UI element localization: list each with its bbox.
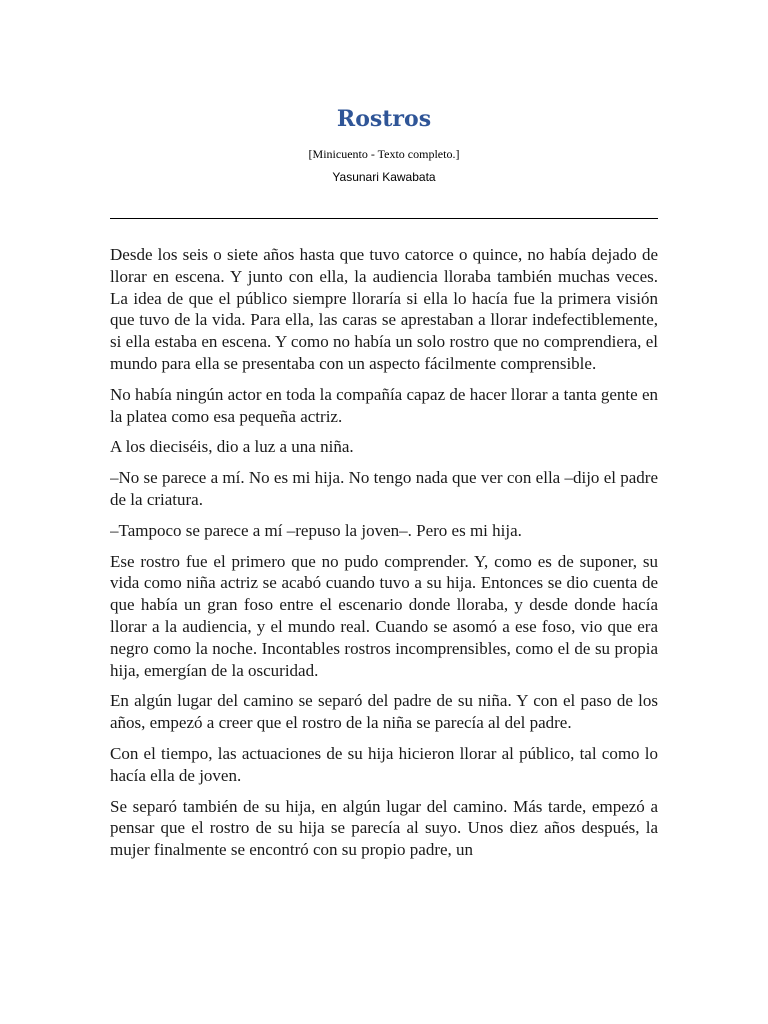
paragraph-5: –Tampoco se parece a mí –repuso la joven–. Pero es mi hija. bbox=[110, 520, 522, 540]
document-subtitle: [Minicuento - Texto completo.] bbox=[308, 147, 460, 161]
paragraph-6: Ese rostro fue el primero que no pudo comprender. Y, como es de suponer, su vida como niña actriz se acabó cuando tuvo a su hija. Entonces se dio cuenta de que había un gran foso entre el escenario donde lloraba, y desde donde hacía llorar a la audiencia, y el mundo real. Cuando se asomó a ese foso, vio que era negro como la noche. Incontables rostros incomprensibles, como el de su propia hija, emergían de la oscuridad. bbox=[110, 551, 658, 680]
paragraph-3: A los dieciséis, dio a luz a una niña. bbox=[110, 437, 354, 457]
paragraph-4: –No se parece a mí. No es mi hija. No tengo nada que ver con ella –dijo el padre de la criatura. bbox=[110, 468, 658, 509]
horizontal-divider bbox=[110, 218, 658, 219]
document-body bbox=[110, 244, 658, 861]
document-title: Rostros bbox=[336, 106, 432, 132]
paragraph-2: No había ningún actor en toda la compañía capaz de hacer llorar a tanta gente en la platea como esa pequeña actriz. bbox=[110, 384, 658, 426]
paragraph-7: En algún lugar del camino se separó del padre de su niña. Y con el paso de los años, empezó a creer que el rostro de la niña se parecía al del padre. bbox=[110, 691, 658, 733]
paragraph-1: Desde los seis o siete años hasta que tuvo catorce o quince, no había dejado de llorar en escena. Y junto con ella, la audiencia lloraba también muchas veces. La idea de que el público siempre lloraría si ella lo hacía fue la primera visión que tuvo de la vida. Para ella, las caras se aprestaban a llorar indefectiblemente, si ella estaba en escena. Y como no había un solo rostro que no comprendiera, el mundo para ella se presentaba con un aspecto fácilmente comprensible. bbox=[110, 245, 658, 373]
paragraph-9: Se separó también de su hija, en algún lugar del camino. Más tarde, empezó a pensar que el rostro de su hija se parecía al suyo. Unos diez años después, la mujer finalmente se encontró con su propio padre, un bbox=[110, 796, 658, 860]
document-author: Yasunari Kawabata bbox=[332, 170, 436, 184]
document-page bbox=[110, 0, 658, 1024]
paragraph-8: Con el tiempo, las actuaciones de su hija hicieron llorar al público, tal como lo hacía ella de joven. bbox=[110, 743, 658, 785]
